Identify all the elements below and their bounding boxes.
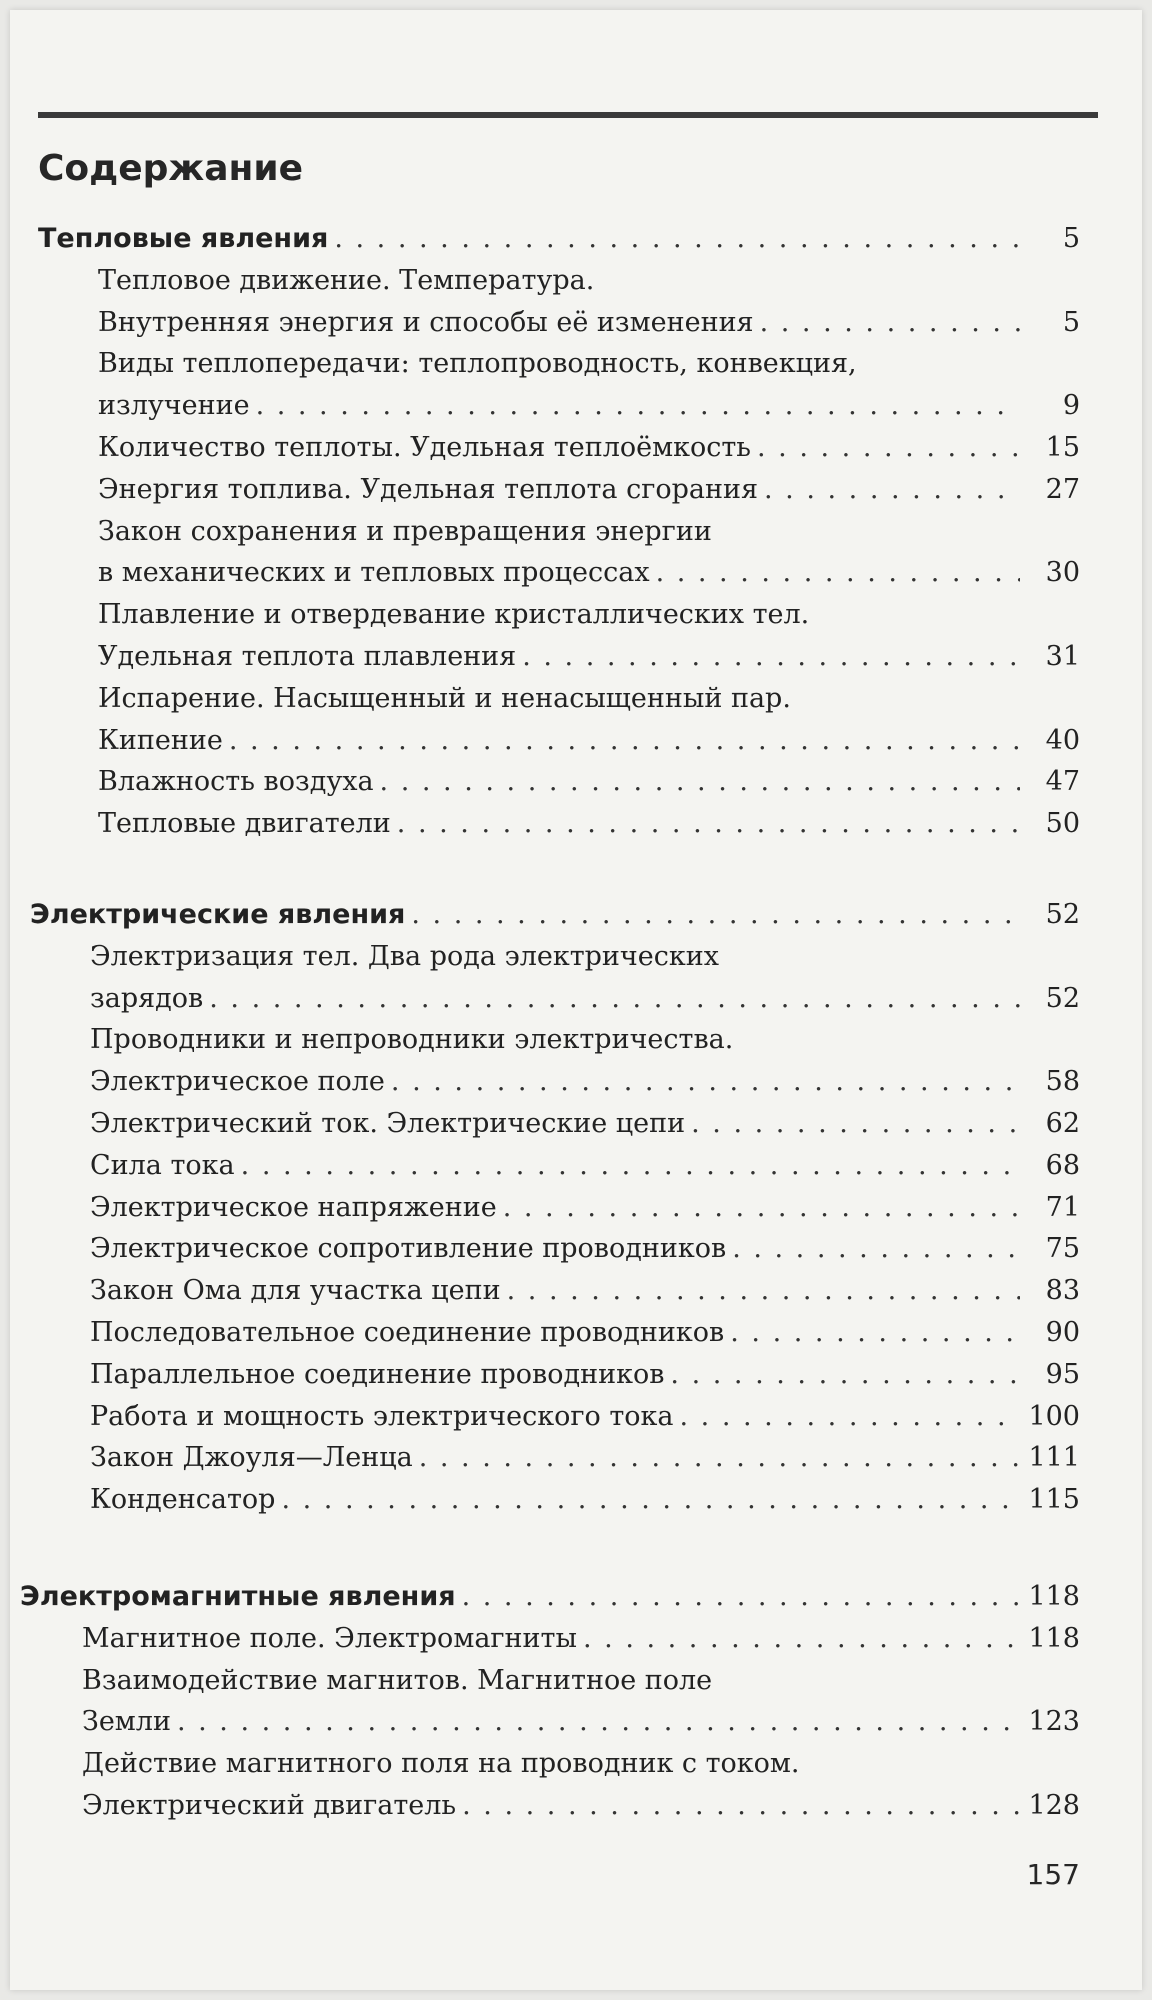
section-heading bbox=[38, 222, 1080, 256]
toc-entry bbox=[82, 1705, 1080, 1739]
toc-entry bbox=[90, 1191, 1080, 1225]
section-heading bbox=[30, 898, 1080, 932]
toc-entry bbox=[98, 640, 1080, 674]
toc-entry-line: Электризация тел. Два рода электрических bbox=[90, 940, 719, 972]
section-heading-page: 118 bbox=[1028, 1581, 1080, 1612]
toc-entry-page: 9 bbox=[1062, 390, 1080, 422]
toc-entry-label: Внутренняя энергия и способы её изменения bbox=[98, 306, 754, 338]
dot-leader bbox=[522, 640, 1020, 674]
toc-entry-label: Количество теплоты. Удельная теплоёмкость bbox=[98, 432, 751, 463]
toc-entry-label: Работа и мощность электрического тока bbox=[90, 1400, 674, 1432]
toc-entry-page: 83 bbox=[1045, 1275, 1080, 1307]
toc-entry-label: излучение bbox=[98, 390, 250, 422]
toc-entry-page: 95 bbox=[1045, 1358, 1080, 1390]
section-heading bbox=[20, 1580, 1080, 1614]
toc-entry-label: Земли bbox=[82, 1706, 171, 1738]
section-heading-page: 5 bbox=[1062, 223, 1080, 254]
toc-entry-page: 71 bbox=[1045, 1191, 1080, 1223]
toc-entry-label: Сила тока bbox=[90, 1149, 235, 1181]
toc-entry-line: Проводники и непроводники электричества. bbox=[90, 1024, 734, 1056]
dot-leader bbox=[177, 1705, 1020, 1739]
page-title: Содержание bbox=[38, 148, 304, 189]
toc-entry-page: 40 bbox=[1045, 724, 1080, 756]
dot-leader bbox=[670, 1358, 1020, 1392]
toc-entry-label: Электрическое напряжение bbox=[90, 1191, 497, 1223]
toc-entry-label: Электрическое поле bbox=[90, 1066, 385, 1098]
dot-leader bbox=[503, 1191, 1020, 1225]
dot-leader bbox=[680, 1400, 1021, 1434]
dot-leader bbox=[462, 1789, 1020, 1823]
toc-entry-label: Последовательное соединение проводников bbox=[90, 1317, 725, 1348]
toc-entry bbox=[90, 1149, 1080, 1183]
toc-entry bbox=[90, 1232, 1080, 1266]
dot-leader bbox=[760, 306, 1020, 340]
toc-entry bbox=[90, 1400, 1080, 1434]
toc-entry-page: 15 bbox=[1045, 432, 1080, 463]
toc-entry bbox=[90, 1483, 1080, 1517]
toc-entry-page: 58 bbox=[1045, 1066, 1080, 1098]
toc-entry-line: Испарение. Насыщенный и ненасыщенный пар. bbox=[98, 682, 791, 714]
dot-leader bbox=[397, 807, 1020, 841]
page-number: 157 bbox=[1026, 1858, 1080, 1891]
dot-leader bbox=[583, 1622, 1020, 1656]
toc-entry-page: 27 bbox=[1045, 473, 1080, 505]
dot-leader bbox=[380, 765, 1020, 799]
toc-entry-label: Энергия топлива. Удельная теплота сгорания bbox=[98, 473, 759, 505]
toc-entry-label: Параллельное соединение проводников bbox=[90, 1358, 665, 1390]
toc-entry-page: 75 bbox=[1045, 1233, 1080, 1265]
toc-entry-page: 50 bbox=[1045, 808, 1080, 840]
toc-entry-label: Электрический двигатель bbox=[82, 1790, 457, 1821]
dot-leader bbox=[732, 1232, 1020, 1266]
toc-entry bbox=[90, 1274, 1080, 1308]
toc-entry-label: Электрическое сопротивление проводников bbox=[90, 1233, 727, 1265]
toc-entry-label: в механических и тепловых процессах bbox=[98, 557, 650, 589]
toc-entry-page: 115 bbox=[1028, 1484, 1080, 1516]
toc-entry bbox=[98, 431, 1080, 465]
dot-leader bbox=[391, 1065, 1020, 1099]
dot-leader bbox=[462, 1580, 1020, 1614]
dot-leader bbox=[411, 898, 1020, 932]
toc-entry-line: Взаимодействие магнитов. Магнитное поле bbox=[82, 1664, 713, 1696]
dot-leader bbox=[334, 222, 1020, 256]
section-heading-label: Электромагнитные явления bbox=[20, 1581, 456, 1612]
toc-entry-line: Виды теплопередачи: теплопроводность, конвекция, bbox=[98, 348, 857, 380]
toc-entry-label: Тепловые двигатели bbox=[98, 808, 391, 840]
toc-entry-label: Конденсатор bbox=[90, 1484, 276, 1516]
toc-entry-label: Электрический ток. Электрические цепи bbox=[90, 1108, 686, 1139]
book-page bbox=[10, 10, 1142, 1990]
dot-leader bbox=[730, 1316, 1020, 1350]
toc-entry-line: Тепловое движение. Температура. bbox=[98, 264, 595, 296]
toc-entry-label: Влажность воздуха bbox=[98, 766, 374, 798]
table-of-contents bbox=[10, 10, 1142, 1990]
dot-leader bbox=[281, 1483, 1020, 1517]
dot-leader bbox=[256, 389, 1020, 423]
toc-entry-label: Закон Джоуля—Ленца bbox=[90, 1442, 413, 1474]
toc-entry-page: 62 bbox=[1045, 1108, 1080, 1139]
toc-entry-page: 52 bbox=[1045, 982, 1080, 1014]
toc-entry-page: 5 bbox=[1062, 306, 1080, 338]
toc-entry-page: 68 bbox=[1045, 1149, 1080, 1181]
toc-entry-page: 31 bbox=[1045, 641, 1080, 672]
toc-entry bbox=[98, 306, 1080, 340]
toc-entry bbox=[98, 765, 1080, 799]
toc-entry bbox=[98, 556, 1080, 590]
dot-leader bbox=[209, 982, 1020, 1016]
dot-leader bbox=[507, 1274, 1020, 1308]
dot-leader bbox=[757, 431, 1020, 465]
toc-entry-line: Плавление и отвердевание кристаллических тел. bbox=[98, 599, 810, 631]
toc-entry bbox=[98, 724, 1080, 758]
toc-entry bbox=[82, 1789, 1080, 1823]
toc-entry-page: 128 bbox=[1028, 1790, 1080, 1821]
section-heading-label: Тепловые явления bbox=[38, 223, 329, 254]
toc-entry-page: 47 bbox=[1045, 766, 1080, 798]
toc-entry-page: 123 bbox=[1028, 1706, 1080, 1738]
toc-entry-page: 118 bbox=[1028, 1622, 1080, 1654]
toc-entry bbox=[90, 1107, 1080, 1141]
toc-entry bbox=[98, 473, 1080, 507]
toc-entry bbox=[98, 807, 1080, 841]
toc-entry bbox=[98, 389, 1080, 423]
toc-entry-label: зарядов bbox=[90, 982, 204, 1014]
toc-entry-page: 90 bbox=[1045, 1317, 1080, 1348]
toc-entry-line: Закон сохранения и превращения энергии bbox=[98, 515, 712, 547]
section-heading-label: Электрические явления bbox=[30, 899, 406, 930]
dot-leader bbox=[656, 556, 1020, 590]
toc-entry-page: 100 bbox=[1028, 1400, 1080, 1432]
dot-leader bbox=[229, 724, 1020, 758]
toc-entry bbox=[90, 1358, 1080, 1392]
toc-entry-label: Удельная теплота плавления bbox=[98, 641, 517, 672]
dot-leader bbox=[419, 1441, 1020, 1475]
dot-leader bbox=[764, 473, 1020, 507]
toc-entry bbox=[90, 1441, 1080, 1475]
toc-entry bbox=[90, 1065, 1080, 1099]
dot-leader bbox=[691, 1107, 1020, 1141]
toc-entry bbox=[90, 982, 1080, 1016]
dot-leader bbox=[241, 1149, 1020, 1183]
toc-entry-label: Магнитное поле. Электромагниты bbox=[82, 1622, 577, 1654]
toc-entry-page: 30 bbox=[1045, 557, 1080, 589]
toc-entry-line: Действие магнитного поля на проводник с током. bbox=[82, 1748, 800, 1780]
toc-entry bbox=[90, 1316, 1080, 1350]
toc-entry-label: Кипение bbox=[98, 724, 223, 756]
toc-entry bbox=[82, 1622, 1080, 1656]
toc-entry-page: 111 bbox=[1028, 1442, 1080, 1474]
section-heading-page: 52 bbox=[1045, 899, 1080, 930]
toc-entry-label: Закон Ома для участка цепи bbox=[90, 1275, 501, 1307]
